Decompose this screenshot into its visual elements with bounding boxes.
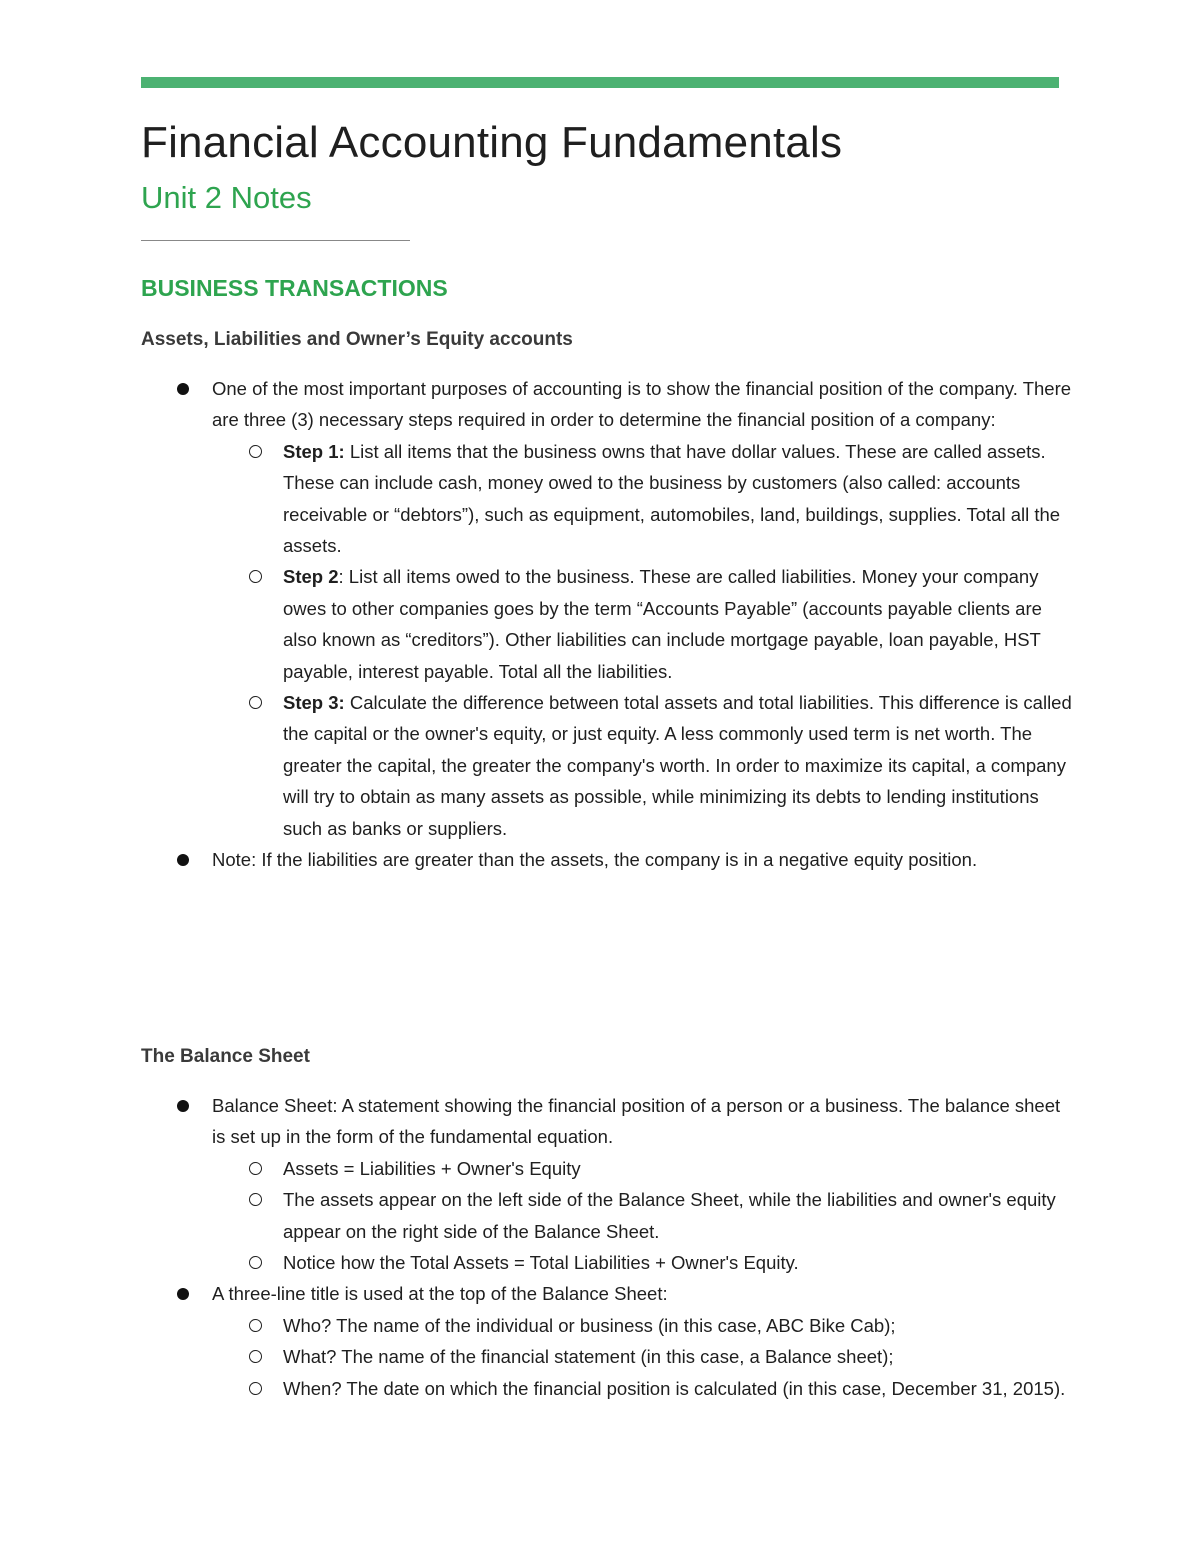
bullet-circle-icon	[249, 1319, 262, 1332]
section-heading: BUSINESS TRANSACTIONS	[141, 275, 448, 301]
step-label: Step 1:	[283, 440, 345, 462]
title-divider	[141, 240, 410, 241]
list-item: When? The date on which the financial position is calculated (in this case, December 31, 2015).	[283, 1373, 1075, 1404]
subheading-accounts: Assets, Liabilities and Owner’s Equity accounts	[141, 329, 573, 350]
list-item-note: Note: If the liabilities are greater than the assets, the company is in a negative equity position.	[212, 844, 1072, 875]
bullet-circle-icon	[249, 696, 262, 709]
balance-sheet-list	[0, 1090, 1200, 1404]
subheading-balance-sheet: The Balance Sheet	[141, 1046, 310, 1067]
accounts-list	[0, 373, 1200, 876]
list-item: What? The name of the financial statement (in this case, a Balance sheet);	[283, 1341, 1075, 1372]
bullet-dot-icon	[177, 383, 189, 395]
step-label: Step 2	[283, 566, 339, 588]
document-title: Financial Accounting Fundamentals	[141, 118, 843, 167]
bullet-circle-icon	[249, 1382, 262, 1395]
bullet-circle-icon	[249, 570, 262, 583]
list-item: Assets = Liabilities + Owner's Equity	[283, 1153, 1075, 1184]
bullet-circle-icon	[249, 445, 262, 458]
header-accent-bar	[141, 77, 1059, 88]
bullet-circle-icon	[249, 1256, 262, 1269]
list-item-step-1: Step 1: List all items that the business owns that have dollar values. These are called assets. These can include cash, money owed to the business by customers (also called: accounts receivable or “debtors”), such as equipment, automobiles, land, buildings, supplies. Total all the assets.	[283, 436, 1075, 562]
list-item: Notice how the Total Assets = Total Liabilities + Owner's Equity.	[283, 1247, 1075, 1278]
list-item: One of the most important purposes of accounting is to show the financial position of the company. There are three (3) necessary steps required in order to determine the financial position of a company:	[212, 373, 1072, 436]
list-item: Balance Sheet: A statement showing the financial position of a person or a business. The balance sheet is set up in the form of the fundamental equation.	[212, 1090, 1072, 1153]
list-item-step-3: Step 3: Calculate the difference between total assets and total liabilities. This difference is called the capital or the owner's equity, or just equity. A less commonly used term is net worth. The greater the capital, the greater the company's worth. In order to maximize its capital, a company will try to obtain as many assets as possible, while minimizing its debts to lending institutions such as banks or suppliers.	[283, 687, 1075, 844]
list-item: Who? The name of the individual or business (in this case, ABC Bike Cab);	[283, 1310, 1075, 1341]
step-label: Step 3:	[283, 692, 345, 714]
list-item: The assets appear on the left side of the Balance Sheet, while the liabilities and owner's equity appear on the right side of the Balance Sheet.	[283, 1184, 1075, 1247]
bullet-circle-icon	[249, 1350, 262, 1363]
document-subtitle: Unit 2 Notes	[141, 180, 312, 215]
bullet-circle-icon	[249, 1162, 262, 1175]
bullet-dot-icon	[177, 854, 189, 866]
list-item: A three-line title is used at the top of the Balance Sheet:	[212, 1278, 1072, 1309]
bullet-circle-icon	[249, 1193, 262, 1206]
bullet-dot-icon	[177, 1100, 189, 1112]
list-item-step-2: Step 2: List all items owed to the business. These are called liabilities. Money your company owes to other companies goes by the term “Accounts Payable” (accounts payable clients are also known as “creditors”). Other liabilities can include mortgage payable, loan payable, HST payable, interest payable. Total all the liabilities.	[283, 561, 1075, 687]
bullet-dot-icon	[177, 1288, 189, 1300]
